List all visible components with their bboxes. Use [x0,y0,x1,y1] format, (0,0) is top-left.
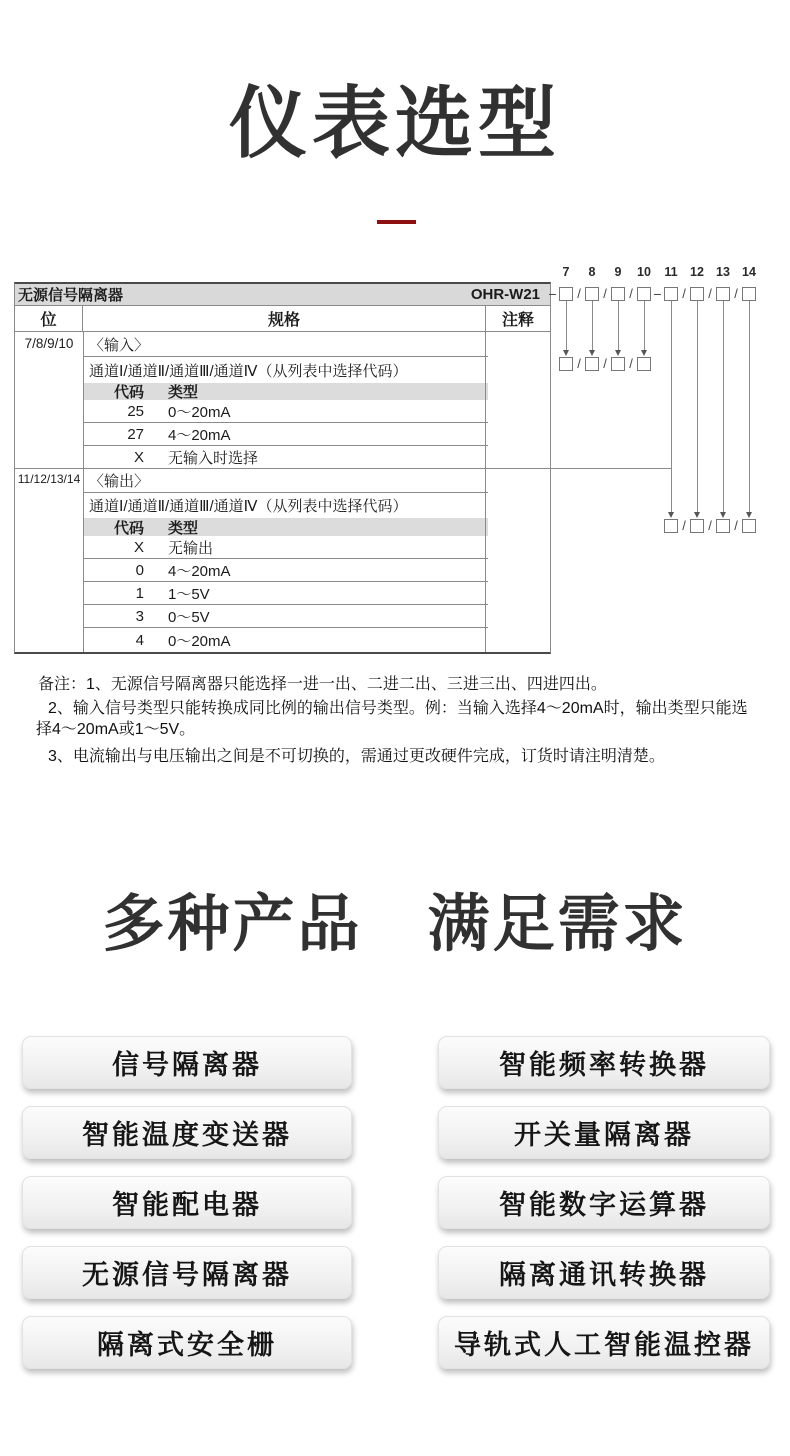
code-value: 4 [135,631,144,649]
digit-label: 11 [664,265,678,279]
output-bits-label: 11/12/13/14 [17,472,81,486]
spec-column [84,332,488,652]
slash-separator: / [629,356,633,371]
input-section-title: 〈输入〉 [84,332,488,357]
type-value: 4～20mA [168,426,231,444]
note-line: 备注：1、无源信号隔离器只能选择一进一出、二进二出、三进三出、四进四出。 [38,676,607,693]
slash-separator: / [603,356,607,371]
type-value: 0～20mA [168,403,231,421]
output-code-target-boxes [664,519,756,533]
type-header: 类型 [168,384,199,401]
type-value: 0～20mA [168,632,231,650]
arrow-down-icon [615,350,621,356]
col-header-spec: 规格 [83,306,486,331]
type-value: 0～5V [168,608,210,626]
code-value: 1 [135,584,144,602]
code-box [559,287,573,301]
note-line: 2、输入信号类型只能转换成同比例的输出信号类型。例：当输入选择4～20mA时，输出类型只能选择4～20mA或1～5V。 [36,700,748,738]
product-button[interactable]: 信号隔离器 [22,1036,352,1089]
type-value: 1～5V [168,585,210,603]
code-value: 25 [127,402,144,420]
arrow-down-icon [694,512,700,518]
arrow-down-icon [720,512,726,518]
bit-column [15,332,84,652]
table-row [84,582,488,605]
table-row [84,559,488,582]
col-header-note: 注释 [501,312,534,329]
code-value: X [133,449,144,466]
table-row [84,536,488,559]
pointer-line [723,301,724,512]
pointer-line [671,301,672,512]
slash-separator: / [708,286,712,301]
slash-separator: / [682,286,686,301]
page-title: 仪表选型 [228,79,561,167]
code-box [742,287,756,301]
code-box [716,287,730,301]
code-box [559,357,573,371]
slash-separator: / [734,286,738,301]
code-box [611,357,625,371]
pointer-line [697,301,698,512]
slash-separator: / [708,518,712,533]
code-value: 0 [135,561,144,579]
title-divider [377,220,416,224]
code-box [637,287,651,301]
digit-label: 12 [690,265,704,279]
slash-separator: / [577,356,581,371]
slash-separator: / [682,518,686,533]
input-bits-label: 7/8/9/10 [24,336,74,351]
type-value: 无输出 [168,539,214,557]
table-row [84,423,488,446]
table-header-row [15,284,550,306]
table-row [84,446,488,469]
product-button[interactable]: 智能温度变送器 [22,1106,352,1159]
product-button[interactable]: 隔离式安全栅 [22,1316,352,1369]
model-code-boxes [546,287,756,301]
digit-label: 10 [637,265,651,279]
code-box [611,287,625,301]
code-header: 代码 [113,384,144,401]
arrow-down-icon [563,350,569,356]
output-code-type-header [84,518,488,536]
code-box [690,287,704,301]
code-box [664,287,678,301]
input-code-target-boxes [559,357,651,371]
code-box [585,287,599,301]
pointer-line [592,301,593,350]
code-box [585,357,599,371]
output-section-title: 〈输出〉 [84,469,488,493]
model-number: OHR-W21 [470,286,540,303]
pointer-line [749,301,750,512]
arrow-down-icon [641,350,647,356]
note-line: 3、电流输出与电压输出之间是不可切换的，需通过更改硬件完成，订货时请注明清楚。 [48,748,665,765]
section-title: 多种产品 满足需求 [102,890,688,959]
product-grid [22,1036,770,1369]
output-channel-line: 通道Ⅰ/通道Ⅱ/通道Ⅲ/通道Ⅳ（从列表中选择代码） [89,498,408,515]
table-row [84,400,488,423]
product-button[interactable]: 导轨式人工智能温控器 [438,1316,770,1369]
slash-separator: / [734,518,738,533]
dash-separator: − [653,286,662,302]
code-header: 代码 [113,519,144,537]
code-value: 3 [135,607,144,625]
product-button[interactable]: 智能数字运算器 [438,1176,770,1229]
arrow-down-icon [746,512,752,518]
slash-separator: / [603,286,607,301]
output-section-connector-line [14,468,672,469]
table-row [84,605,488,628]
slash-separator: / [629,286,633,301]
dash-separator: − [548,286,557,302]
type-value: 4～20mA [168,562,231,580]
pointer-line [618,301,619,350]
code-box [690,519,704,533]
code-value: 27 [127,425,144,443]
table-row [84,628,488,652]
table-body [15,332,550,652]
product-button[interactable]: 开关量隔离器 [438,1106,770,1159]
code-value: X [133,538,144,556]
code-box [716,519,730,533]
arrow-down-icon [589,350,595,356]
input-channel-line: 通道Ⅰ/通道Ⅱ/通道Ⅲ/通道Ⅳ（从列表中选择代码） [89,362,408,380]
type-value: 无输入时选择 [168,450,259,467]
code-box [637,357,651,371]
table-column-headers [15,306,550,332]
digit-label: 7 [562,265,570,279]
product-button[interactable]: 无源信号隔离器 [22,1246,352,1299]
digit-label: 9 [614,265,622,279]
note-column [485,332,550,652]
input-code-type-header [84,383,488,400]
col-header-bit: 位 [15,306,83,331]
code-box [664,519,678,533]
product-button[interactable]: 智能配电器 [22,1176,352,1229]
product-name: 无源信号隔离器 [18,287,124,304]
slash-separator: / [577,286,581,301]
digit-label: 14 [742,265,756,279]
product-button[interactable]: 智能频率转换器 [438,1036,770,1089]
pointer-line [566,301,567,350]
arrow-down-icon [668,512,674,518]
pointer-line [644,301,645,350]
code-box [742,519,756,533]
digit-label: 13 [716,265,730,279]
type-header: 类型 [168,519,199,537]
product-button[interactable]: 隔离通讯转换器 [438,1246,770,1299]
digit-label: 8 [588,265,596,279]
